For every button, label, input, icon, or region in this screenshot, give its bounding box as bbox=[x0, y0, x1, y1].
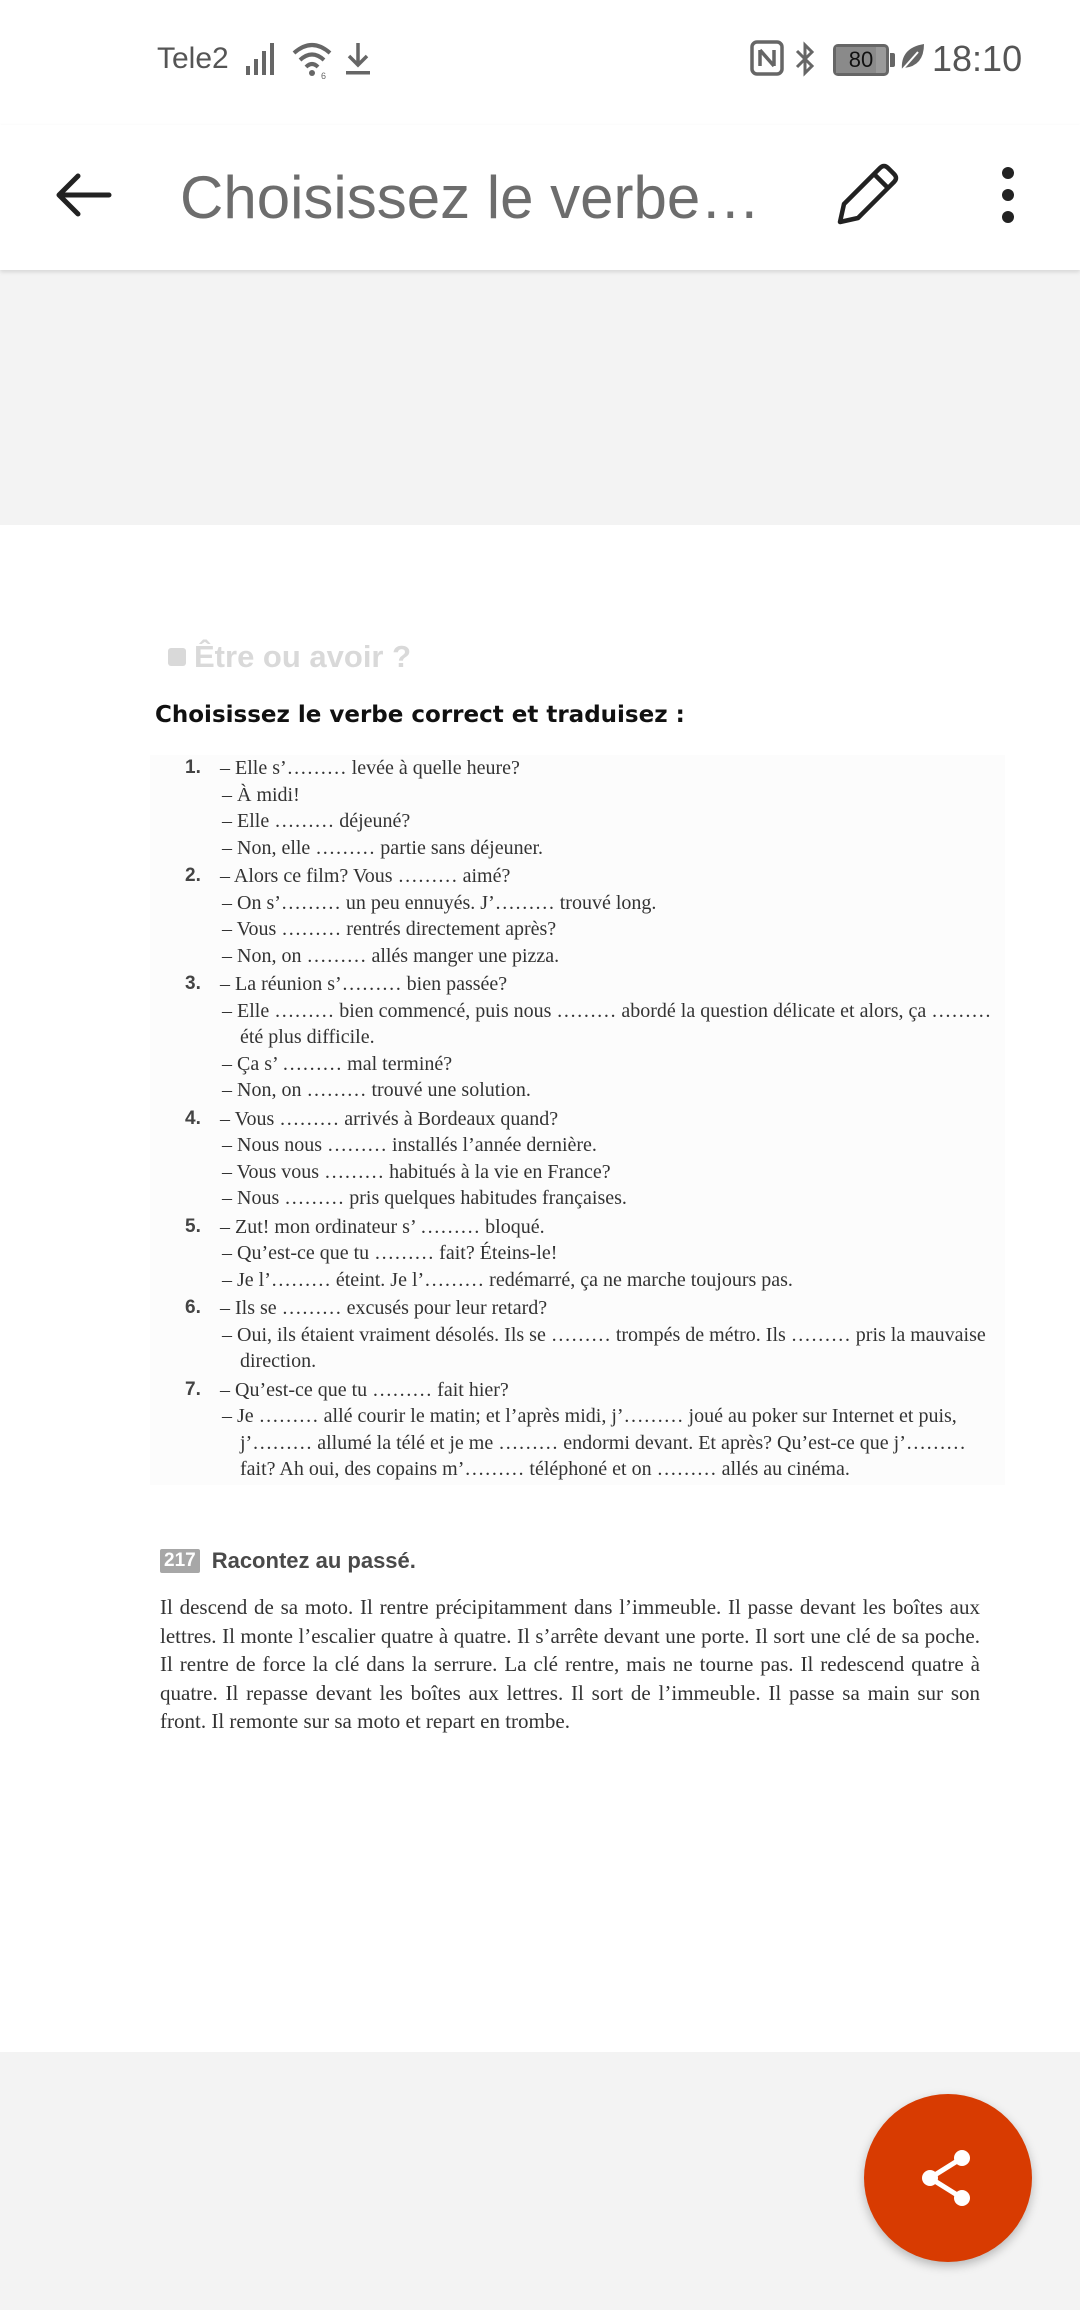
exercise-line: – Vous vous ……… habitués à la vie en France? bbox=[222, 1160, 611, 1183]
exercise-line: – Je ……… allé courir le matin; et l’après midi, j’……… joué au poker sur Internet et puis, j’……… allumé la télé et je me ……… endormi devant. Et après? Qu’est-ce que j’……… fait? Ah oui, des copains m’……… téléphoné et on ……… allés au cinéma. bbox=[222, 1405, 966, 1480]
exercise-line: – Zut! mon ordinateur s’ ……… bloqué. bbox=[220, 1215, 545, 1238]
more-options-button[interactable] bbox=[978, 150, 1038, 240]
exercise-line: – La réunion s’……… bien passée? bbox=[220, 973, 508, 995]
exercise-item-number: 1. bbox=[185, 757, 201, 778]
exercise-item-number: 2. bbox=[185, 865, 201, 886]
share-icon bbox=[916, 2146, 980, 2210]
exercise-item bbox=[150, 971, 1005, 1104]
exercise-list bbox=[150, 755, 1005, 1485]
exercise-line: – Elle s’……… levée à quelle heure? bbox=[220, 757, 520, 779]
edit-button[interactable] bbox=[822, 150, 912, 240]
exercise-item bbox=[150, 1214, 1005, 1294]
carrier-name: Tele2 bbox=[157, 42, 229, 75]
leaf-icon bbox=[898, 40, 926, 74]
more-vertical-icon bbox=[998, 165, 1018, 225]
section-heading-text: Être ou avoir ? bbox=[194, 639, 412, 674]
instruction-text: Choisissez le verbe correct et traduisez : bbox=[155, 702, 685, 728]
exercise-item-number: 7. bbox=[185, 1378, 201, 1400]
exercise-line: – Non, on ……… trouvé une solution. bbox=[222, 1079, 531, 1101]
page-title: Choisissez le verbe… bbox=[180, 164, 761, 231]
exercise-item bbox=[150, 1295, 1005, 1375]
exercise-217-heading bbox=[160, 1548, 416, 1574]
document-page[interactable] bbox=[0, 525, 1080, 2052]
clock: 18:10 bbox=[932, 38, 1023, 79]
exercise-item bbox=[150, 1106, 1005, 1212]
battery-icon bbox=[833, 44, 889, 76]
exercise-line: – Vous ……… rentrés directement après? bbox=[222, 918, 557, 940]
exercise-line: – Vous ……… arrivés à Bordeaux quand? bbox=[220, 1107, 559, 1130]
exercise-item-number: 3. bbox=[185, 973, 201, 994]
exercise-line: – Nous nous ……… installés l’année dernière. bbox=[222, 1134, 597, 1156]
battery-percent: 80 bbox=[848, 47, 874, 72]
pencil-icon bbox=[832, 160, 902, 230]
nfc-icon bbox=[750, 40, 784, 76]
exercise-number-badge: 217 bbox=[160, 1549, 200, 1573]
exercise-line: – Alors ce film? Vous ……… aimé? bbox=[220, 865, 511, 887]
status-bar bbox=[0, 0, 1080, 125]
exercise-line: – Qu’est-ce que tu ……… fait hier? bbox=[220, 1378, 509, 1401]
exercise-line: – Ils se ……… excusés pour leur retard? bbox=[220, 1297, 548, 1319]
download-icon bbox=[343, 40, 373, 76]
exercise-line: – On s’……… un peu ennuyés. J’……… trouvé long. bbox=[222, 891, 657, 914]
signal-icon bbox=[245, 40, 279, 76]
exercise-title: Racontez au passé. bbox=[211, 1548, 416, 1573]
share-button[interactable] bbox=[864, 2094, 1032, 2262]
exercise-line: – À midi! bbox=[222, 783, 300, 806]
exercise-line: – Nous ……… pris quelques habitudes françaises. bbox=[222, 1187, 627, 1209]
bullet-square-icon bbox=[168, 648, 186, 666]
exercise-line: – Qu’est-ce que tu ……… fait? Éteins-le! bbox=[222, 1242, 558, 1264]
exercise-item bbox=[150, 863, 1005, 969]
exercise-line: – Elle ……… déjeuné? bbox=[222, 810, 411, 832]
back-button[interactable] bbox=[44, 155, 124, 235]
exercise-line: – Oui, ils étaient vraiment désolés. Ils se ……… trompés de métro. Ils ……… pris la mauvaise direction. bbox=[222, 1323, 986, 1372]
exercise-line: – Non, on ……… allés manger une pizza. bbox=[222, 944, 560, 967]
wifi-icon bbox=[291, 40, 333, 80]
exercise-line: – Ça s’ ……… mal terminé? bbox=[222, 1052, 453, 1075]
exercise-item-number: 6. bbox=[185, 1297, 201, 1318]
battery-tip bbox=[890, 53, 895, 67]
story-paragraph: Il descend de sa moto. Il rentre précipitamment dans l’immeuble. Il passe devant les boîtes aux lettres. Il monte l’escalier quatre à quatre. Il s’arrête devant une porte. Il sort une clé de sa poche. Il rentre de force la clé dans la serrure. La clé rentre, mais ne tourne pas. Il redescend quatre à quatre. Il repasse devant les boîtes aux lettres. Il sort de l’immeuble. Il passe sa main sur son front. Il remonte sur sa moto et repart en trombe. bbox=[160, 1595, 980, 1734]
exercise-item bbox=[150, 1377, 1005, 1483]
bluetooth-icon bbox=[793, 40, 817, 78]
exercise-line: – Non, elle ……… partie sans déjeuner. bbox=[222, 836, 544, 859]
exercise-item-number: 5. bbox=[185, 1215, 201, 1237]
exercise-line: – Elle ……… bien commencé, puis nous ……… abordé la question délicate et alors, ça ……… été plus difficile. bbox=[222, 999, 992, 1048]
exercise-line: – Je l’……… éteint. Je l’……… redémarré, ça ne marche toujours pas. bbox=[222, 1268, 793, 1291]
exercise-item-number: 4. bbox=[185, 1107, 201, 1129]
back-arrow-icon bbox=[54, 170, 114, 220]
section-heading-gray bbox=[168, 639, 411, 675]
app-bar bbox=[0, 125, 1080, 270]
svg-text:6: 6 bbox=[321, 71, 327, 80]
exercise-item bbox=[150, 755, 1005, 861]
